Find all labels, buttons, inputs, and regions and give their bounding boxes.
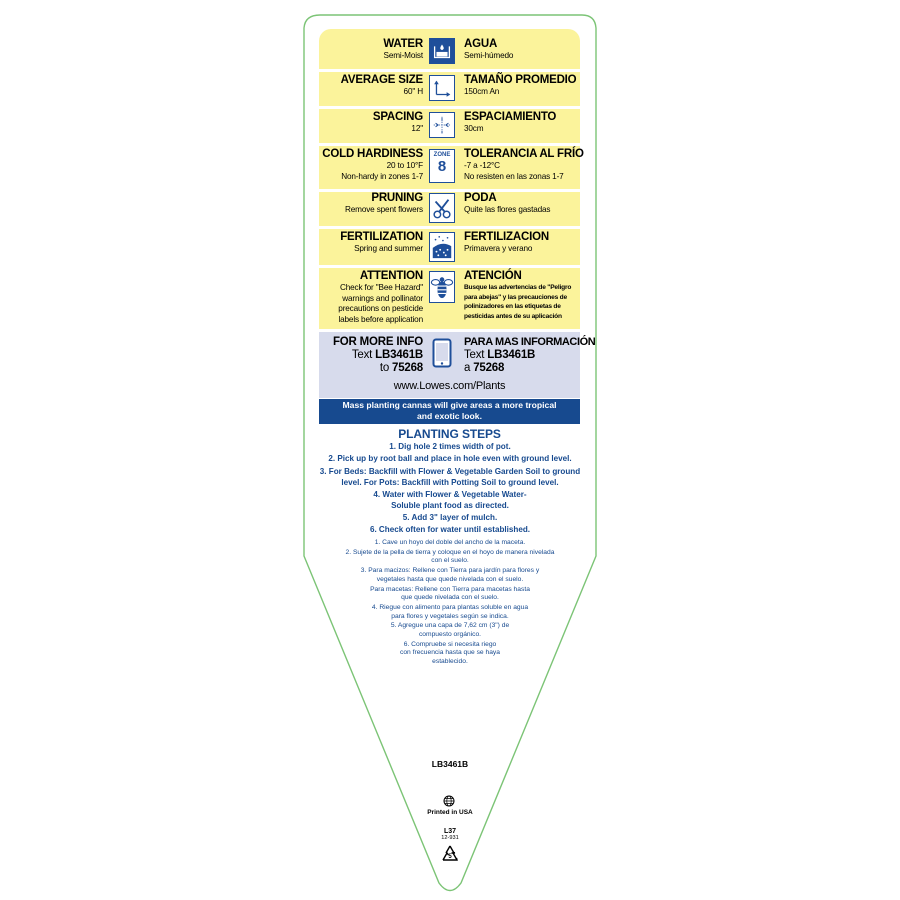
sms-number: 75268 bbox=[392, 362, 423, 374]
attention-line: labels before application bbox=[338, 314, 423, 324]
attention-row bbox=[319, 268, 580, 329]
water-title: WATER bbox=[383, 38, 423, 50]
bee-icon bbox=[429, 271, 455, 303]
more-info-to-line: to 75268 bbox=[379, 362, 423, 374]
cold-hardiness-row bbox=[319, 146, 584, 189]
fertilization-title: FERTILIZATION bbox=[340, 231, 423, 243]
water-icon bbox=[429, 38, 455, 64]
size-arrows-icon bbox=[429, 75, 455, 101]
fertilizacion-title: FERTILIZACION bbox=[464, 231, 549, 243]
espaciamiento-title: ESPACIAMIENTO bbox=[464, 111, 557, 123]
planting-step: 2. Pick up by root ball and place in hole even with ground level. bbox=[328, 454, 572, 464]
globe-icon bbox=[443, 795, 455, 807]
recycle-icon bbox=[440, 844, 460, 864]
paso-plantacion: 5. Agregue una capa de 7,62 cm (3") de compuesto orgánico. bbox=[390, 622, 510, 638]
mas-informacion-title: PARA MAS INFORMACIÓN bbox=[464, 336, 596, 348]
attention-line: warnings and pollinator bbox=[342, 293, 423, 303]
planting-step: 6. Check often for water until established. bbox=[369, 525, 531, 535]
water-row bbox=[319, 29, 580, 69]
tamano-value: 150cm An bbox=[464, 87, 500, 96]
water-value: Semi-Moist bbox=[383, 51, 423, 60]
spacing-icon bbox=[429, 112, 455, 138]
product-code: LB3461B bbox=[431, 759, 469, 769]
mas-informacion-to-line: a 75268 bbox=[464, 362, 505, 374]
atencion-line: para abejas" y las precauciones de bbox=[464, 293, 567, 301]
lot-subcode: 12-931 bbox=[441, 835, 459, 841]
paso-plantacion: 6. Compruebe si necesita riego con frecuencia hasta que se haya establecido. bbox=[399, 640, 500, 665]
planting-steps-english bbox=[312, 441, 588, 537]
attention-line: precautions on pesticide bbox=[338, 304, 423, 313]
atencion-line: Busque las advertencias de "Peligro bbox=[464, 284, 572, 291]
more-info-section bbox=[319, 332, 596, 398]
spacing-title: SPACING bbox=[372, 111, 423, 123]
cold-hardiness-range: 20 to 10°F bbox=[386, 161, 423, 170]
spacing-row bbox=[319, 109, 580, 143]
zone-number: 8 bbox=[437, 158, 447, 175]
sms-code: LB3461B bbox=[375, 349, 423, 361]
printed-in-usa: Printed in USA bbox=[427, 809, 473, 816]
agua-title: AGUA bbox=[464, 38, 498, 50]
spacing-value: 12" bbox=[411, 124, 423, 133]
more-info-title: FOR MORE INFO bbox=[332, 336, 423, 348]
poda-title: PODA bbox=[464, 192, 497, 204]
agua-value: Semi-húmedo bbox=[464, 51, 514, 60]
paso-plantacion: 3. Para macizos: Rellene con Tierra para jardín para flores y vegetales hasta que quede nivelada con el suelo. bbox=[360, 567, 540, 583]
tamano-title: TAMAÑO PROMEDIO bbox=[464, 74, 577, 86]
mas-informacion-text-line: Text LB3461B bbox=[464, 349, 536, 361]
planting-step: 4. Water with Flower & Vegetable Water-Soluble plant food as directed. bbox=[373, 489, 527, 510]
poda-value: Quite las flores gastadas bbox=[464, 205, 551, 214]
pruning-title: PRUNING bbox=[371, 192, 423, 204]
planting-step: 1. Dig hole 2 times width of pot. bbox=[389, 442, 511, 451]
tip-line: Mass planting cannas will give areas a more tropical bbox=[342, 400, 557, 410]
tip-line: and exotic look. bbox=[417, 411, 482, 421]
planting-step: 3. For Beds: Backfill with Flower & Vegetable Garden Soil to ground level. For Pots: Backfill with Potting Soil to ground level. bbox=[319, 466, 581, 487]
attention-line: Check for "Bee Hazard" bbox=[339, 283, 423, 292]
cold-hardiness-title: COLD HARDINESS bbox=[322, 148, 423, 160]
zone-label: ZONE bbox=[433, 152, 451, 158]
atencion-title: ATENCIÓN bbox=[464, 270, 522, 282]
svg-text:5: 5 bbox=[448, 854, 452, 860]
tolerancia-title: TOLERANCIA AL FRÍO bbox=[464, 148, 584, 160]
fertilizer-icon bbox=[429, 232, 455, 262]
average-size-value: 60" H bbox=[403, 87, 423, 96]
attention-title: ATTENTION bbox=[359, 270, 423, 282]
espaciamiento-value: 30cm bbox=[464, 124, 484, 133]
paso-plantacion: 2. Sujete de la pella de tierra y coloque en el hoyo de manera nivelada con el suelo. bbox=[345, 548, 555, 565]
atencion-line: polinizadores en las etiquetas de bbox=[464, 303, 561, 311]
phone-icon bbox=[432, 338, 452, 368]
cold-hardiness-note: Non-hardy in zones 1-7 bbox=[341, 171, 423, 181]
average-size-title: AVERAGE SIZE bbox=[340, 74, 423, 86]
pruning-row bbox=[319, 192, 580, 226]
paso-plantacion: 4. Riegue con alimento para plantas soluble en agua para flores y vegetales según se indica. bbox=[371, 604, 529, 620]
paso-plantacion: 1. Cave un hoyo del doble del ancho de la maceta. bbox=[374, 539, 526, 546]
lot-code: L37 bbox=[443, 828, 457, 835]
pruning-shears-icon bbox=[429, 193, 455, 223]
tip-banner bbox=[319, 399, 580, 424]
zone-icon bbox=[429, 149, 455, 183]
tolerancia-note: No resisten en las zonas 1-7 bbox=[464, 171, 564, 181]
fertilizacion-value: Primavera y verano bbox=[464, 244, 533, 253]
tolerancia-range: -7 a -12°C bbox=[464, 161, 500, 170]
more-info-text-line: Text LB3461B bbox=[351, 349, 423, 361]
atencion-line: pesticidas antes de su aplicación bbox=[464, 312, 562, 320]
website-link[interactable]: www.Lowes.com/Plants bbox=[393, 380, 506, 392]
svg-text:x: x bbox=[440, 116, 444, 122]
average-size-row bbox=[319, 72, 580, 106]
planting-step: 5. Add 3" layer of mulch. bbox=[402, 513, 498, 523]
svg-text:x: x bbox=[440, 129, 444, 135]
fertilization-value: Spring and summer bbox=[354, 244, 423, 253]
planting-steps-spanish bbox=[340, 539, 560, 668]
fertilization-row bbox=[319, 229, 580, 265]
pruning-value: Remove spent flowers bbox=[345, 205, 423, 214]
paso-plantacion: Para macetas: Rellene con Tierra para macetas hasta que quede nivelada con el suelo. bbox=[370, 585, 530, 602]
planting-steps-title: PLANTING STEPS bbox=[398, 427, 501, 441]
